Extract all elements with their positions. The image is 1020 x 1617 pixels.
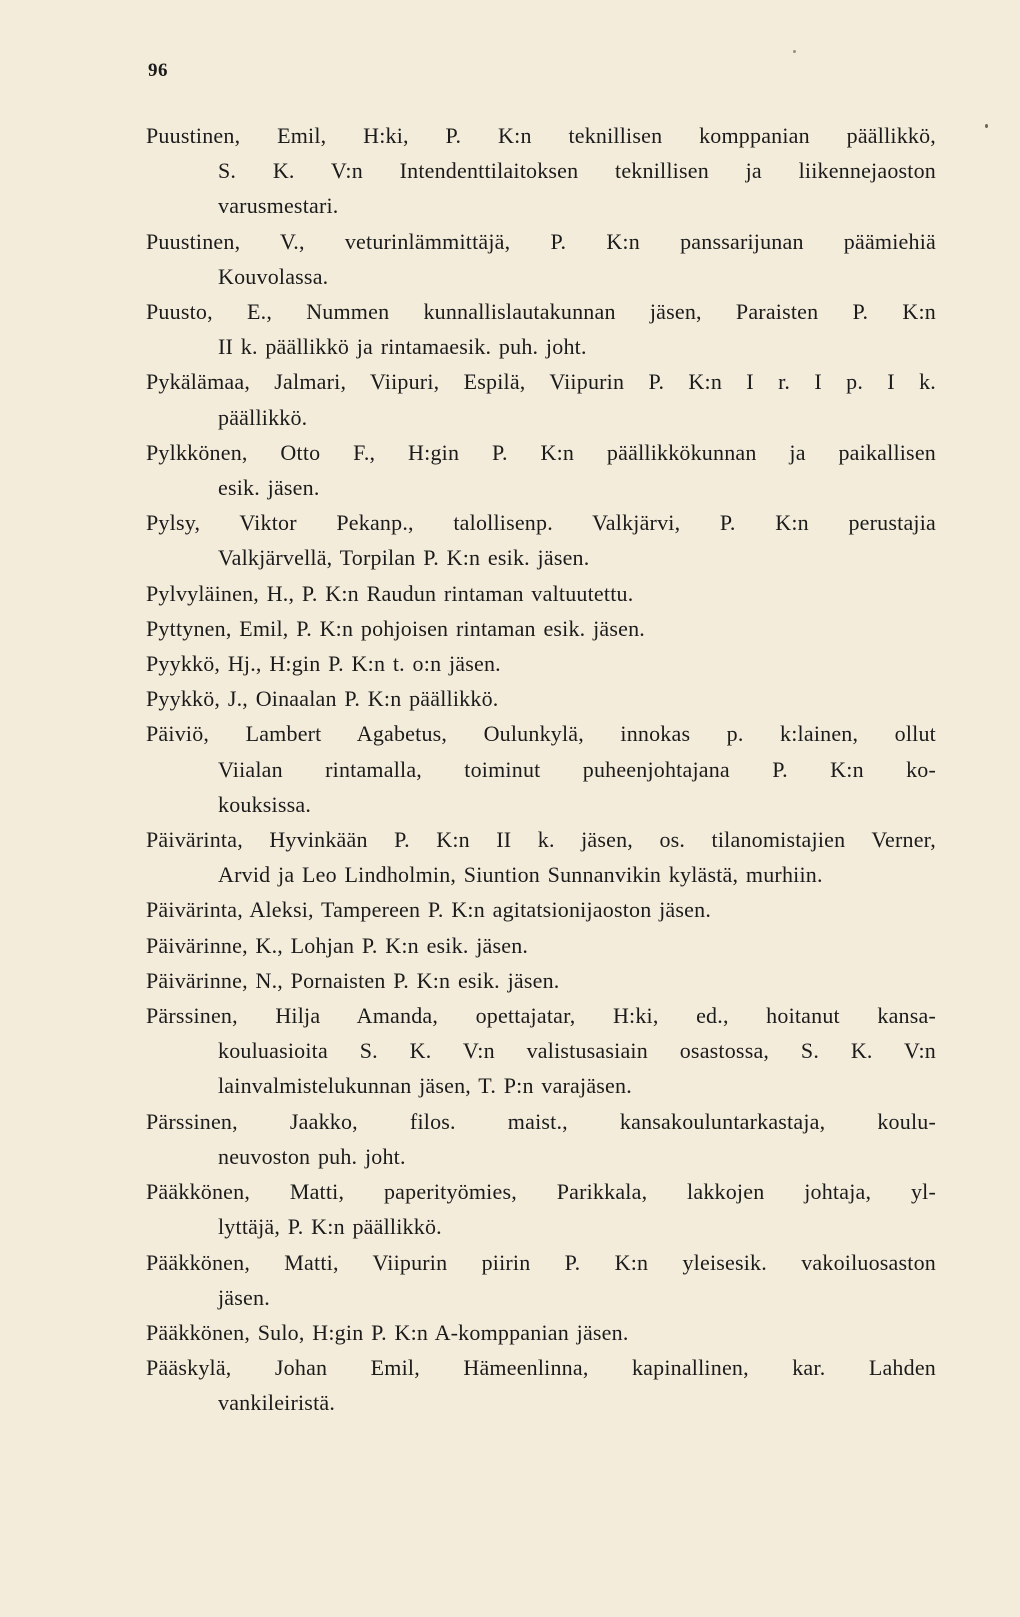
register-entry [146,716,936,822]
entry-first-line: Puustinen, Emil, H:ki, P. K:n teknillisen komppanian päällikkö, [146,123,936,148]
register-entry [146,1174,936,1244]
entry-continuation-line: päällikkö. [218,404,308,430]
entry-first-line: Päivärinne, K., Lohjan P. K:n esik. jäsen. [146,932,529,958]
register-entry [146,1350,936,1420]
register-entry [146,1315,936,1350]
entry-first-line: Puusto, E., Nummen kunnallislautakunnan jäsen, Paraisten P. K:n [146,299,936,325]
register-entry [146,294,936,364]
paper-speck [793,50,796,53]
entry-continuation-line: neuvoston puh. joht. [218,1143,406,1169]
register-entry [146,681,936,716]
entry-first-line: Pyykkö, J., Oinaalan P. K:n päällikkö. [146,686,499,712]
entry-continuation-line: lyttäjä, P. K:n päällikkö. [218,1214,442,1240]
entry-first-line: Pykälämaa, Jalmari, Viipuri, Espilä, Viipurin P. K:n I r. I p. I k. [146,369,936,395]
register-entry [146,576,936,611]
entry-continuation-line: Arvid ja Leo Lindholmin, Siuntion Sunnanvikin kylästä, murhiin. [218,862,823,888]
entry-continuation-line: kouluasioita S. K. V:n valistusasiain osastossa, S. K. V:n [218,1038,936,1064]
entry-first-line: Pylkkönen, Otto F., H:gin P. K:n päällikkökunnan ja paikallisen [146,439,936,465]
register-entry [146,1245,936,1315]
entry-first-line: Pylsy, Viktor Pekanp., talollisenp. Valkjärvi, P. K:n perustajia [146,510,936,536]
entry-first-line: Pääskylä, Johan Emil, Hämeenlinna, kapinallinen, kar. Lahden [146,1355,936,1381]
entry-continuation-line: Kouvolassa. [218,263,329,289]
register-entry [146,224,936,294]
entry-continuation-line: II k. päällikkö ja rintamaesik. puh. joht. [218,334,587,360]
register-entry [146,822,936,892]
register-entry [146,435,936,505]
entry-first-line: Pyykkö, Hj., H:gin P. K:n t. o:n jäsen. [146,651,501,677]
register-entry [146,505,936,575]
entry-continuation-line: esik. jäsen. [218,475,320,501]
entry-first-line: Pärssinen, Jaakko, filos. maist., kansakouluntarkastaja, koulu- [146,1108,936,1134]
register-entry [146,364,936,434]
entry-continuation-line: vankileiristä. [218,1390,336,1416]
register-entry [146,892,936,927]
entry-continuation-line: varusmestari. [218,193,339,219]
entry-continuation-line: Viialan rintamalla, toiminut puheenjohtajana P. K:n ko- [218,756,936,782]
register-entry [146,611,936,646]
entry-continuation-line: lainvalmistelukunnan jäsen, T. P:n varajäsen. [218,1073,632,1099]
entry-list [146,118,936,1421]
paper-speck [985,124,988,128]
register-entry [146,118,936,224]
entry-first-line: Pääkkönen, Matti, paperityömies, Parikkala, lakkojen johtaja, yl- [146,1179,936,1205]
entry-continuation-line: kouksissa. [218,791,312,817]
register-entry [146,646,936,681]
entry-first-line: Puustinen, V., veturinlämmittäjä, P. K:n panssarijunan päämiehiä [146,228,936,254]
page-number: 96 [148,60,168,81]
entry-first-line: Pärssinen, Hilja Amanda, opettajatar, H:ki, ed., hoitanut kansa- [146,1003,936,1029]
entry-continuation-line: jäsen. [218,1284,270,1310]
entry-first-line: Pyttynen, Emil, P. K:n pohjoisen rintaman esik. jäsen. [146,615,645,641]
register-entry [146,963,936,998]
entry-first-line: Pääkkönen, Sulo, H:gin P. K:n A-komppanian jäsen. [146,1319,629,1345]
entry-first-line: Päivärinta, Hyvinkään P. K:n II k. jäsen, os. tilanomistajien Verner, [146,827,936,853]
entry-continuation-line: Valkjärvellä, Torpilan P. K:n esik. jäsen. [218,545,590,571]
entry-first-line: Pääkkönen, Matti, Viipurin piirin P. K:n yleisesik. vakoiluosaston [146,1249,936,1275]
entry-first-line: Päivärinne, N., Pornaisten P. K:n esik. jäsen. [146,967,560,993]
entry-first-line: Päivärinta, Aleksi, Tampereen P. K:n agitatsionijaoston jäsen. [146,897,712,923]
entry-first-line: Pylvyläinen, H., P. K:n Raudun rintaman valtuutettu. [146,580,634,606]
register-entry [146,1104,936,1174]
entry-first-line: Päiviö, Lambert Agabetus, Oulunkylä, innokas p. k:lainen, ollut [146,721,936,747]
entry-continuation-line: S. K. V:n Intendenttilaitoksen teknillisen ja liikennejaoston [218,158,936,184]
register-entry [146,928,936,963]
register-entry [146,998,936,1104]
